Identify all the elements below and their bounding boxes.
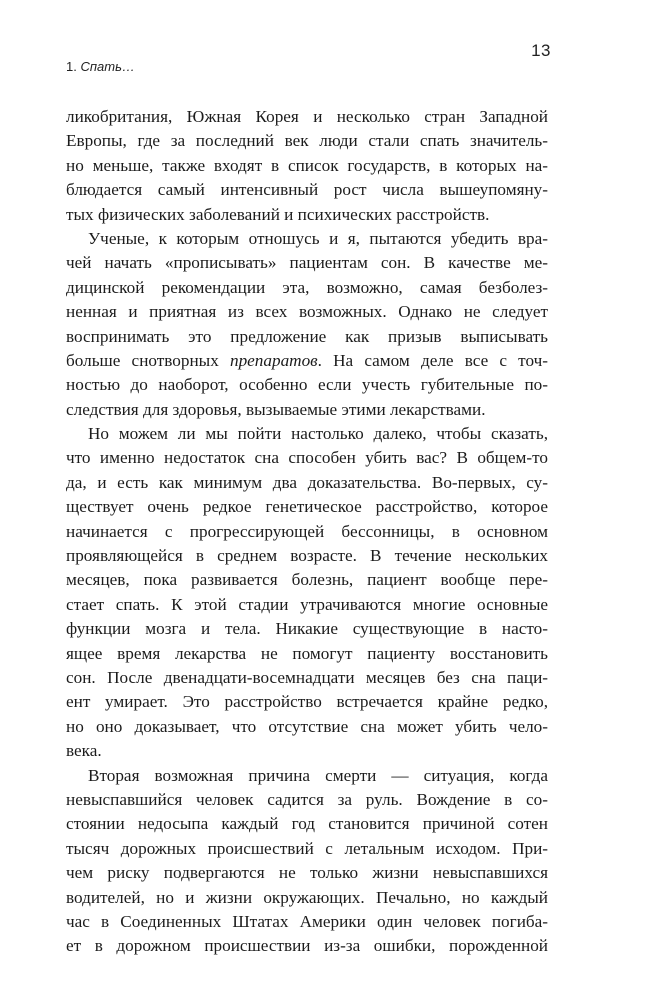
text-line: час в Соединенных Штатах Америки один человек погиба- xyxy=(66,911,548,931)
text-line: следствия для здоровья, вызываемые этими лекарствами. xyxy=(66,399,486,419)
text-line: сон. После двенадцати-восемнадцати месяцев без сна паци- xyxy=(66,667,548,687)
text-line: воспринимать это предложение как призыв выписывать xyxy=(66,326,548,346)
text-line: ликобритания, Южная Корея и несколько стран Западной xyxy=(66,107,548,126)
text-line: что именно недостаток сна способен убить вас? В общем-то xyxy=(66,448,548,468)
page-number: 13 xyxy=(531,41,551,60)
text-line: проявляющейся в среднем возрасте. В течение нескольких xyxy=(66,546,548,566)
text-line: стает спать. К этой стадии утрачиваются многие основные xyxy=(66,594,548,614)
text-line: но оно доказывает, что отсутствие сна может убить чело- xyxy=(66,716,548,736)
body-text xyxy=(66,105,548,959)
text-line: Ученые, к которым отношусь и я, пытаются убедить вра- xyxy=(88,228,548,248)
text-segment: больше снотворных xyxy=(66,350,230,370)
text-line: да, и есть как минимум два доказательства. Во-первых, су- xyxy=(66,472,548,492)
text-line: месяцев, пока развивается болезнь, пациент вообще пере- xyxy=(66,570,548,590)
paragraph-4 xyxy=(66,764,548,959)
text-line: ящее время лекарства не помогут пациенту восстановить xyxy=(66,643,548,663)
text-line: чей начать «прописывать» пациентам сон. В качестве ме- xyxy=(66,253,548,273)
text-line: стоянии недосыпа каждый год становится причиной сотен xyxy=(66,814,548,834)
text-line: Европы, где за последний век люди стали спать значитель- xyxy=(66,131,548,151)
text-line: начинается с прогрессирующей бессонницы, в основном xyxy=(66,521,548,541)
text-line: ностью до наоборот, особенно если учесть губительные по- xyxy=(66,375,548,395)
text-line: чем риску подвергаются не только жизни невыспавшихся xyxy=(66,863,548,883)
text-line: ент умирает. Это расстройство встречается крайне редко, xyxy=(66,692,548,712)
text-line: но меньше, также входят в список государств, в которых на- xyxy=(66,155,548,175)
text-line: блюдается самый интенсивный рост числа вышеупомяну- xyxy=(66,180,548,200)
running-head xyxy=(66,59,135,74)
text-line xyxy=(66,349,548,373)
paragraph-3 xyxy=(66,422,548,763)
chapter-number: 1. xyxy=(66,59,77,74)
paragraph-2 xyxy=(66,227,548,422)
text-line: невыспавшийся человек садится за руль. Вождение в со- xyxy=(66,789,548,809)
text-line: водителей, но и жизни окружающих. Печально, но каждый xyxy=(66,887,548,907)
text-line: Вторая возможная причина смерти — ситуация, когда xyxy=(88,765,548,785)
text-line: ненная и приятная из всех возможных. Однако не следует xyxy=(66,302,548,322)
text-line: функции мозга и тела. Никакие существующие в насто- xyxy=(66,619,548,639)
text-line: тых физических заболеваний и психических расстройств. xyxy=(66,204,490,224)
text-segment: . На самом деле все с точ- xyxy=(317,350,548,370)
text-line: тысяч дорожных происшествий с летальным исходом. При- xyxy=(66,838,548,858)
paragraph-1 xyxy=(66,105,548,227)
chapter-title: Спать… xyxy=(80,59,135,74)
text-line: ществует очень редкое генетическое расстройство, которое xyxy=(66,497,548,517)
text-line: века. xyxy=(66,741,102,761)
text-line: ет в дорожном происшествии из-за ошибки, порожденной xyxy=(66,936,548,956)
text-line: дицинской рекомендации эта, возможно, самая безболез- xyxy=(66,277,548,297)
text-line: Но можем ли мы пойти настолько далеко, чтобы сказать, xyxy=(88,424,548,444)
emphasis-text: препаратов xyxy=(229,350,318,370)
